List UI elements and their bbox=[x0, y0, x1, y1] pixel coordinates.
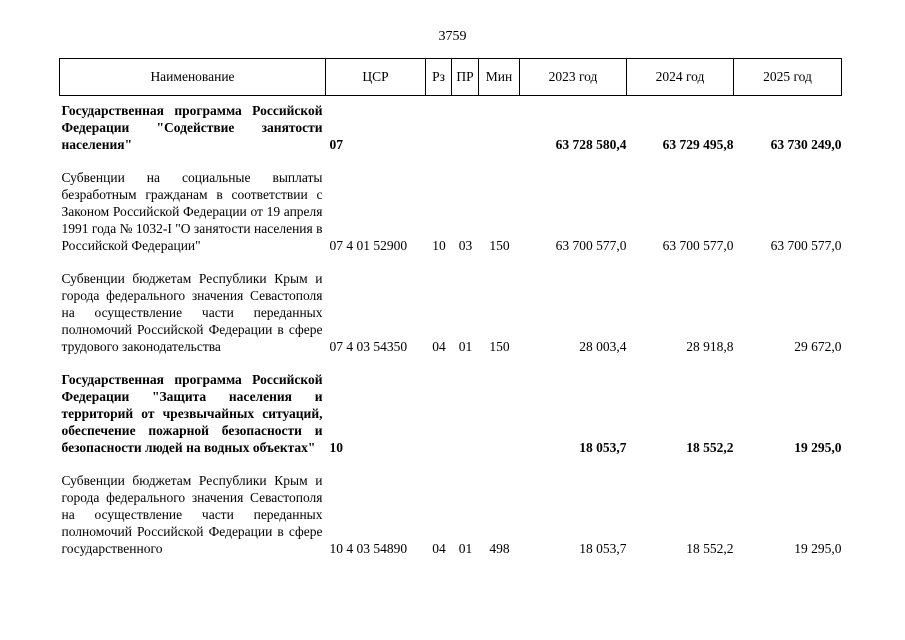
row-name: Субвенции на социальные выплаты безработным гражданам в соответствии с Законом Российской Федерации от 19 апреля 1991 года № 1032-I "О занятости населения в Российской Федерации" bbox=[61, 170, 323, 253]
header-pr: ПР bbox=[452, 59, 479, 96]
row-name: Государственная программа Российской Федерации "Содействие занятости населения" bbox=[61, 103, 323, 152]
table-header-row bbox=[60, 59, 842, 96]
row-2023: 18 053,7 bbox=[579, 541, 627, 556]
row-2023: 63 728 580,4 bbox=[555, 137, 627, 152]
table-row bbox=[60, 254, 842, 355]
row-min: 150 bbox=[489, 238, 510, 253]
table-row bbox=[60, 355, 842, 456]
page-number: 3759 bbox=[438, 29, 467, 44]
row-min: 150 bbox=[489, 339, 510, 354]
row-pr: 01 bbox=[458, 339, 473, 354]
row-csr: 10 bbox=[329, 440, 343, 455]
header-name: Наименование bbox=[60, 59, 326, 96]
row-name: Государственная программа Российской Федерации "Защита населения и территорий от чрезвычайных ситуаций, обеспечение пожарной безопасности и безопасности людей на водных объектах" bbox=[61, 372, 323, 455]
row-2024: 63 729 495,8 bbox=[662, 137, 734, 152]
row-2023: 28 003,4 bbox=[579, 339, 627, 354]
row-name: Субвенции бюджетам Республики Крым и города федерального значения Севастополя на осуществление части переданных полномочий Российской Федерации в сфере трудового законодательства bbox=[61, 271, 323, 354]
budget-table bbox=[59, 58, 842, 557]
row-2025: 63 730 249,0 bbox=[770, 137, 842, 152]
row-csr: 10 4 03 54890 bbox=[329, 541, 408, 556]
row-2025: 29 672,0 bbox=[794, 339, 842, 354]
row-rz bbox=[426, 355, 452, 456]
row-2023: 18 053,7 bbox=[579, 440, 627, 455]
row-2024: 28 918,8 bbox=[686, 339, 734, 354]
row-min bbox=[479, 96, 520, 154]
row-pr bbox=[452, 355, 479, 456]
header-rz: Рз bbox=[426, 59, 452, 96]
header-2024: 2024 год bbox=[627, 59, 734, 96]
row-name: Субвенции бюджетам Республики Крым и города федерального значения Севастополя на осуществление части переданных полномочий Российской Федерации в сфере государственного bbox=[61, 473, 323, 556]
table-row bbox=[60, 456, 842, 557]
row-pr: 03 bbox=[458, 238, 473, 253]
row-min: 498 bbox=[489, 541, 510, 556]
header-csr: ЦСР bbox=[326, 59, 426, 96]
row-min bbox=[479, 355, 520, 456]
row-2025: 63 700 577,0 bbox=[770, 238, 842, 253]
row-2025: 19 295,0 bbox=[794, 541, 842, 556]
row-2024: 18 552,2 bbox=[686, 541, 734, 556]
table-row bbox=[60, 96, 842, 154]
row-rz: 04 bbox=[432, 541, 446, 556]
table-row bbox=[60, 153, 842, 254]
row-csr: 07 4 01 52900 bbox=[329, 238, 408, 253]
row-2024: 18 552,2 bbox=[686, 440, 734, 455]
row-csr: 07 4 03 54350 bbox=[329, 339, 408, 354]
row-2024: 63 700 577,0 bbox=[662, 238, 734, 253]
row-rz: 10 bbox=[432, 238, 446, 253]
row-rz: 04 bbox=[432, 339, 446, 354]
row-pr bbox=[452, 96, 479, 154]
row-rz bbox=[426, 96, 452, 154]
header-2023: 2023 год bbox=[520, 59, 627, 96]
header-2025: 2025 год bbox=[734, 59, 842, 96]
row-2023: 63 700 577,0 bbox=[555, 238, 627, 253]
row-2025: 19 295,0 bbox=[794, 440, 842, 455]
row-csr: 07 bbox=[329, 137, 343, 152]
row-pr: 01 bbox=[458, 541, 473, 556]
header-min: Мин bbox=[479, 59, 520, 96]
